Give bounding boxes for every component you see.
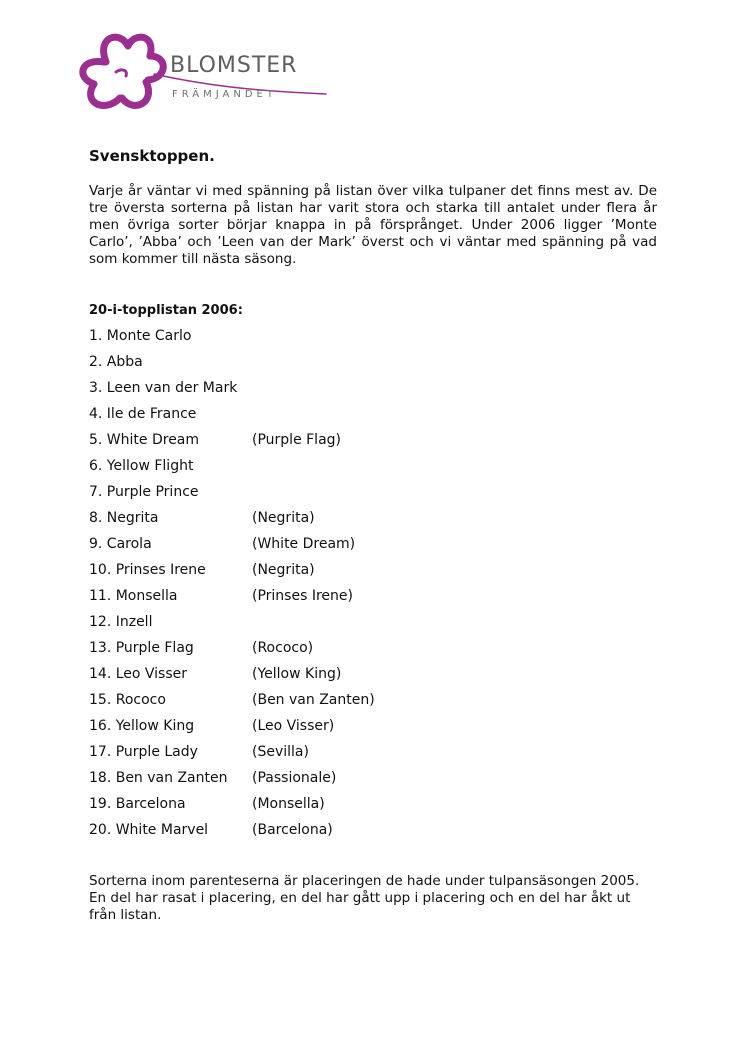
list-item bbox=[89, 713, 375, 739]
variety-name: 7. Purple Prince bbox=[89, 484, 199, 500]
previous-rank: (Yellow King) bbox=[252, 666, 342, 682]
list-item bbox=[89, 765, 375, 791]
list-item bbox=[89, 531, 375, 557]
variety-name: 1. Monte Carlo bbox=[89, 328, 192, 344]
variety-name: 19. Barcelona bbox=[89, 796, 186, 812]
previous-rank: (Passionale) bbox=[252, 770, 337, 786]
variety-name: 8. Negrita bbox=[89, 510, 159, 526]
previous-rank: (Rococo) bbox=[252, 640, 314, 656]
list-item bbox=[89, 661, 375, 687]
variety-name: 6. Yellow Flight bbox=[89, 458, 194, 474]
previous-rank: (Negrita) bbox=[252, 510, 315, 526]
list-item bbox=[89, 635, 375, 661]
list-item bbox=[89, 609, 375, 635]
variety-name: 17. Purple Lady bbox=[89, 744, 198, 760]
variety-name: 9. Carola bbox=[89, 536, 152, 552]
previous-rank: (Negrita) bbox=[252, 562, 315, 578]
variety-name: 16. Yellow King bbox=[89, 718, 195, 734]
intro-paragraph: Varje år väntar vi med spänning på listan över vilka tulpaner det finns mest av. De tre översta sorterna på listan har varit stora och starka till antalet under flera år men övriga sorter börjar knappa in på försprånget. Under 2006 ligger ’Monte Carlo’, ’Abba’ och ’Leen van der Mark’ överst och vi väntar med spänning på vad som kommer till nästa säsong. bbox=[89, 183, 657, 267]
list-item bbox=[89, 323, 375, 349]
variety-name: 11. Monsella bbox=[89, 588, 178, 604]
list-item bbox=[89, 791, 375, 817]
variety-name: 12. Inzell bbox=[89, 614, 153, 630]
page-title: Svensktoppen. bbox=[89, 147, 215, 165]
previous-rank: (Barcelona) bbox=[252, 822, 333, 838]
list-item bbox=[89, 349, 375, 375]
list-item bbox=[89, 687, 375, 713]
previous-rank: (Monsella) bbox=[252, 796, 325, 812]
brand-name: BLOMSTER bbox=[170, 53, 298, 78]
variety-name: 13. Purple Flag bbox=[89, 640, 194, 656]
variety-name: 3. Leen van der Mark bbox=[89, 380, 238, 396]
list-item bbox=[89, 453, 375, 479]
variety-name: 10. Prinses Irene bbox=[89, 562, 206, 578]
variety-name: 20. White Marvel bbox=[89, 822, 209, 838]
variety-name: 4. Ile de France bbox=[89, 406, 197, 422]
list-item bbox=[89, 375, 375, 401]
list-item bbox=[89, 557, 375, 583]
previous-rank: (Ben van Zanten) bbox=[252, 692, 375, 708]
variety-name: 18. Ben van Zanten bbox=[89, 770, 228, 786]
variety-name: 2. Abba bbox=[89, 354, 143, 370]
list-item bbox=[89, 739, 375, 765]
variety-name: 15. Rococo bbox=[89, 692, 166, 708]
previous-rank: (Prinses Irene) bbox=[252, 588, 353, 604]
ranking-list bbox=[89, 323, 375, 843]
list-item bbox=[89, 401, 375, 427]
variety-name: 14. Leo Visser bbox=[89, 666, 188, 682]
list-item bbox=[89, 427, 375, 453]
list-item bbox=[89, 505, 375, 531]
brand-subtitle: FRÄMJANDET bbox=[172, 89, 277, 100]
previous-rank: (Sevilla) bbox=[252, 744, 309, 760]
previous-rank: (Purple Flag) bbox=[252, 432, 341, 448]
variety-name: 5. White Dream bbox=[89, 432, 200, 448]
previous-rank: (White Dream) bbox=[252, 536, 356, 552]
blomsterframjandet-logo bbox=[76, 28, 336, 118]
footer-note: Sorterna inom parenteserna är placeringen de hade under tulpansäsongen 2005. En del har rasat i placering, en del har gått upp i placering och en del har åkt ut från listan. bbox=[89, 873, 640, 923]
previous-rank: (Leo Visser) bbox=[252, 718, 335, 734]
list-item bbox=[89, 479, 375, 505]
list-heading: 20-i-topplistan 2006: bbox=[89, 303, 243, 318]
list-item bbox=[89, 583, 375, 609]
list-item bbox=[89, 817, 375, 843]
